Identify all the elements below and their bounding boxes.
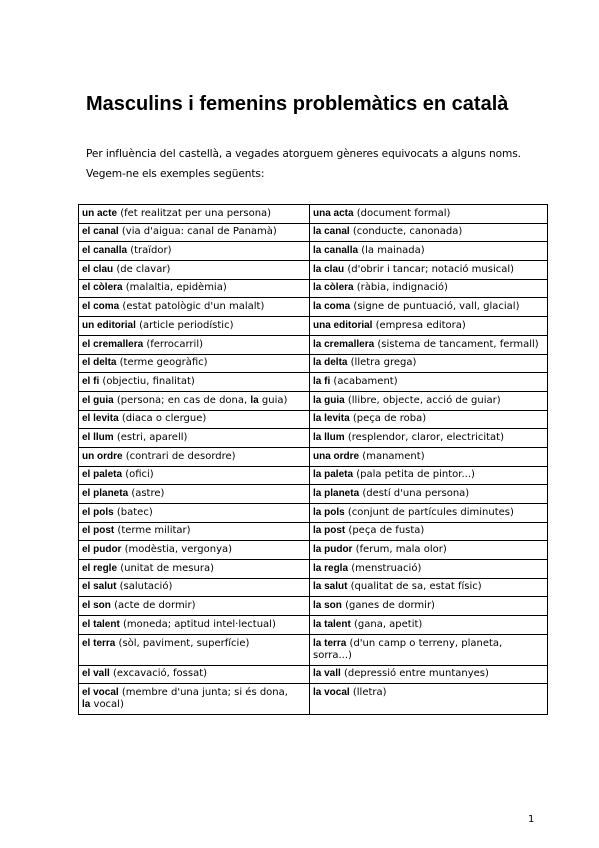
word-term: el canal [82, 226, 119, 238]
word-term: el salut [82, 581, 117, 593]
table-row [79, 279, 548, 298]
table-row [79, 223, 548, 242]
feminine-cell [310, 335, 548, 354]
feminine-cell [310, 560, 548, 579]
masculine-cell [79, 373, 310, 392]
word-term: la coma [313, 301, 351, 313]
word-term: la fi [313, 375, 331, 387]
word-term: la talent [313, 618, 351, 630]
feminine-cell [310, 634, 548, 665]
word-meaning: (la mainada) [358, 245, 425, 257]
feminine-cell [310, 429, 548, 448]
table-row [79, 335, 548, 354]
word-term: el post [82, 525, 115, 537]
word-meaning: (peça de fusta) [345, 525, 425, 537]
feminine-cell [310, 410, 548, 429]
document-title: Masculins i femenins problemàtics en català [86, 93, 509, 115]
word-term: la pols [313, 506, 345, 518]
masculine-cell [79, 447, 310, 466]
table-row [79, 410, 548, 429]
feminine-cell [310, 261, 548, 280]
feminine-cell [310, 317, 548, 336]
word-term: el còlera [82, 282, 123, 294]
word-meaning: (document formal) [353, 207, 451, 219]
word-term: una ordre [313, 450, 360, 462]
word-meaning: (manament) [359, 450, 425, 462]
word-meaning: (estat patològic d'un malalt) [119, 301, 265, 313]
word-meaning: (depressió entre muntanyes) [340, 668, 489, 680]
table-row [79, 429, 548, 448]
word-meaning: (terme geogràfic) [116, 357, 208, 369]
word-meaning-alt: guia) [258, 394, 288, 406]
word-term: la cremallera [313, 338, 375, 350]
word-term: el terra [82, 637, 116, 649]
word-meaning: (sistema de tancament, fermall) [374, 338, 539, 350]
masculine-cell [79, 410, 310, 429]
feminine-cell [310, 541, 548, 560]
masculine-cell [79, 391, 310, 410]
word-term: la pudor [313, 544, 353, 556]
page-number: 1 [528, 814, 535, 825]
word-term: un acte [82, 207, 118, 219]
word-meaning: (diaca o clergue) [118, 413, 207, 425]
word-meaning: (traïdor) [127, 245, 172, 257]
word-meaning: (batec) [113, 506, 153, 518]
feminine-cell [310, 205, 548, 224]
masculine-cell [79, 429, 310, 448]
gender-table [78, 204, 548, 715]
masculine-cell [79, 504, 310, 523]
word-term: el son [82, 600, 111, 612]
table-row [79, 391, 548, 410]
table-row [79, 298, 548, 317]
word-meaning: (excavació, fossat) [109, 668, 208, 680]
masculine-cell [79, 298, 310, 317]
word-term: el canalla [82, 245, 128, 257]
feminine-cell [310, 298, 548, 317]
feminine-cell [310, 354, 548, 373]
word-meaning: (destí d'una persona) [359, 488, 470, 499]
intro-paragraph: Per influència del castellà, a vegades atorguem gèneres equivocats a alguns noms. Vegem-ne els exemples següents: [86, 148, 521, 180]
word-term: el vall [82, 668, 110, 680]
word-term: la delta [313, 357, 348, 369]
feminine-cell [310, 684, 548, 715]
word-meaning: (salutació) [116, 581, 173, 593]
word-meaning: (unitat de mesura) [117, 562, 214, 574]
table-row [79, 597, 548, 616]
masculine-cell [79, 634, 310, 665]
word-term: un ordre [82, 450, 123, 462]
word-meaning: (lletra) [349, 686, 387, 698]
feminine-cell [310, 447, 548, 466]
word-meaning-alt: vocal) [90, 698, 124, 710]
feminine-cell [310, 279, 548, 298]
word-meaning: (conducte, canonada) [349, 226, 463, 238]
masculine-cell [79, 466, 310, 485]
table-row [79, 616, 548, 635]
word-term: la terra [313, 637, 347, 649]
feminine-cell [310, 597, 548, 616]
word-term: la levita [313, 413, 350, 425]
table-row [79, 373, 548, 392]
word-meaning: (pala petita de pintor...) [353, 469, 475, 481]
word-term-alt: la [250, 394, 259, 406]
masculine-cell [79, 223, 310, 242]
table-row [79, 522, 548, 541]
feminine-cell [310, 223, 548, 242]
word-meaning: (ràbia, indignació) [353, 282, 448, 294]
feminine-cell [310, 242, 548, 261]
word-term: el llum [82, 431, 114, 443]
masculine-cell [79, 522, 310, 541]
word-meaning: (objectiu, finalitat) [99, 375, 195, 387]
word-term: la còlera [313, 282, 354, 294]
feminine-cell [310, 373, 548, 392]
masculine-cell [79, 616, 310, 635]
word-meaning: (signe de puntuació, vall, glacial) [350, 301, 520, 313]
masculine-cell [79, 335, 310, 354]
word-meaning: (terme militar) [114, 525, 191, 537]
word-meaning: (astre) [128, 488, 165, 499]
table-row [79, 684, 548, 715]
word-meaning: (estri, aparell) [113, 431, 188, 443]
word-term: el delta [82, 357, 117, 369]
feminine-cell [310, 466, 548, 485]
word-term: el pudor [82, 544, 122, 556]
word-meaning: (llibre, objecte, acció de guiar) [344, 394, 501, 406]
feminine-cell [310, 578, 548, 597]
word-term: la regla [313, 562, 349, 574]
word-term: la planeta [313, 488, 360, 499]
word-term: el planeta [82, 488, 129, 499]
word-term: la salut [313, 581, 348, 593]
word-meaning: (d'un camp o terreny, planeta, sorra...) [313, 637, 503, 661]
word-meaning: (conjunt de partícules diminutes) [344, 506, 514, 518]
table-row [79, 504, 548, 523]
table-row [79, 466, 548, 485]
word-term: el guia [82, 394, 114, 406]
word-meaning: (moneda; aptitud intel·lectual) [119, 618, 276, 630]
word-term: la llum [313, 431, 345, 443]
table-row [79, 242, 548, 261]
word-term: la son [313, 600, 342, 612]
word-term: el clau [82, 263, 114, 275]
word-meaning: (ferrocarril) [143, 338, 204, 350]
gender-table-body [79, 205, 548, 715]
masculine-cell [79, 242, 310, 261]
word-meaning: (resplendor, claror, electricitat) [344, 431, 504, 443]
feminine-cell [310, 504, 548, 523]
word-meaning: (fet realitzat per una persona) [117, 207, 272, 219]
word-term: la canalla [313, 245, 359, 257]
word-term: el cremallera [82, 338, 144, 350]
word-term: la vall [313, 668, 341, 680]
table-row [79, 205, 548, 224]
table-row [79, 354, 548, 373]
table-row [79, 560, 548, 579]
masculine-cell [79, 560, 310, 579]
masculine-cell [79, 317, 310, 336]
masculine-cell [79, 597, 310, 616]
word-meaning: (peça de roba) [349, 413, 427, 425]
word-term: el regle [82, 562, 118, 574]
table-row [79, 485, 548, 504]
word-term: la post [313, 525, 346, 537]
word-term: el talent [82, 618, 120, 630]
masculine-cell [79, 485, 310, 504]
word-term: el vocal [82, 686, 119, 698]
word-term: una editorial [313, 319, 373, 331]
word-meaning: (contrari de desordre) [122, 450, 236, 462]
word-meaning: (lletra grega) [347, 357, 417, 369]
table-row [79, 634, 548, 665]
word-term: una acta [313, 207, 354, 219]
table-row [79, 665, 548, 684]
word-term: la guia [313, 394, 345, 406]
masculine-cell [79, 205, 310, 224]
masculine-cell [79, 541, 310, 560]
masculine-cell [79, 354, 310, 373]
feminine-cell [310, 616, 548, 635]
word-meaning: (membre d'una junta; si és dona, [118, 686, 288, 698]
feminine-cell [310, 391, 548, 410]
word-meaning: (persona; en cas de dona, [113, 394, 251, 406]
word-meaning: (acabament) [330, 375, 398, 387]
word-term: la paleta [313, 469, 354, 481]
word-meaning: (d'obrir i tancar; notació musical) [344, 263, 515, 275]
word-meaning: (via d'aigua: canal de Panamà) [118, 226, 277, 238]
feminine-cell [310, 485, 548, 504]
masculine-cell [79, 684, 310, 715]
word-meaning: (article periodístic) [135, 319, 234, 331]
word-term: el fi [82, 375, 100, 387]
table-row [79, 261, 548, 280]
word-term: la clau [313, 263, 345, 275]
word-term: la vocal [313, 686, 350, 698]
word-meaning: (qualitat de sa, estat físic) [347, 581, 482, 593]
word-meaning: (de clavar) [113, 263, 171, 275]
word-term-alt: la [82, 698, 91, 710]
word-meaning: (ofici) [122, 469, 154, 481]
table-row [79, 541, 548, 560]
masculine-cell [79, 578, 310, 597]
word-term: la canal [313, 226, 350, 238]
word-meaning: (ferum, mala olor) [352, 544, 447, 556]
feminine-cell [310, 665, 548, 684]
word-term: el paleta [82, 469, 123, 481]
word-term: el coma [82, 301, 120, 313]
word-meaning: (modèstia, vergonya) [121, 544, 233, 556]
word-meaning: (menstruació) [348, 562, 422, 574]
table-row [79, 578, 548, 597]
masculine-cell [79, 665, 310, 684]
word-meaning: (empresa editora) [372, 319, 466, 331]
word-meaning: (sòl, paviment, superfície) [115, 637, 250, 649]
word-meaning: (malaltia, epidèmia) [122, 282, 227, 294]
word-meaning: (gana, apetit) [350, 618, 423, 630]
word-meaning: (ganes de dormir) [341, 600, 435, 612]
word-meaning: (acte de dormir) [110, 600, 196, 612]
word-term: un editorial [82, 319, 136, 331]
feminine-cell [310, 522, 548, 541]
masculine-cell [79, 261, 310, 280]
word-term: el levita [82, 413, 119, 425]
masculine-cell [79, 279, 310, 298]
word-term: el pols [82, 506, 114, 518]
table-row [79, 317, 548, 336]
table-row [79, 447, 548, 466]
